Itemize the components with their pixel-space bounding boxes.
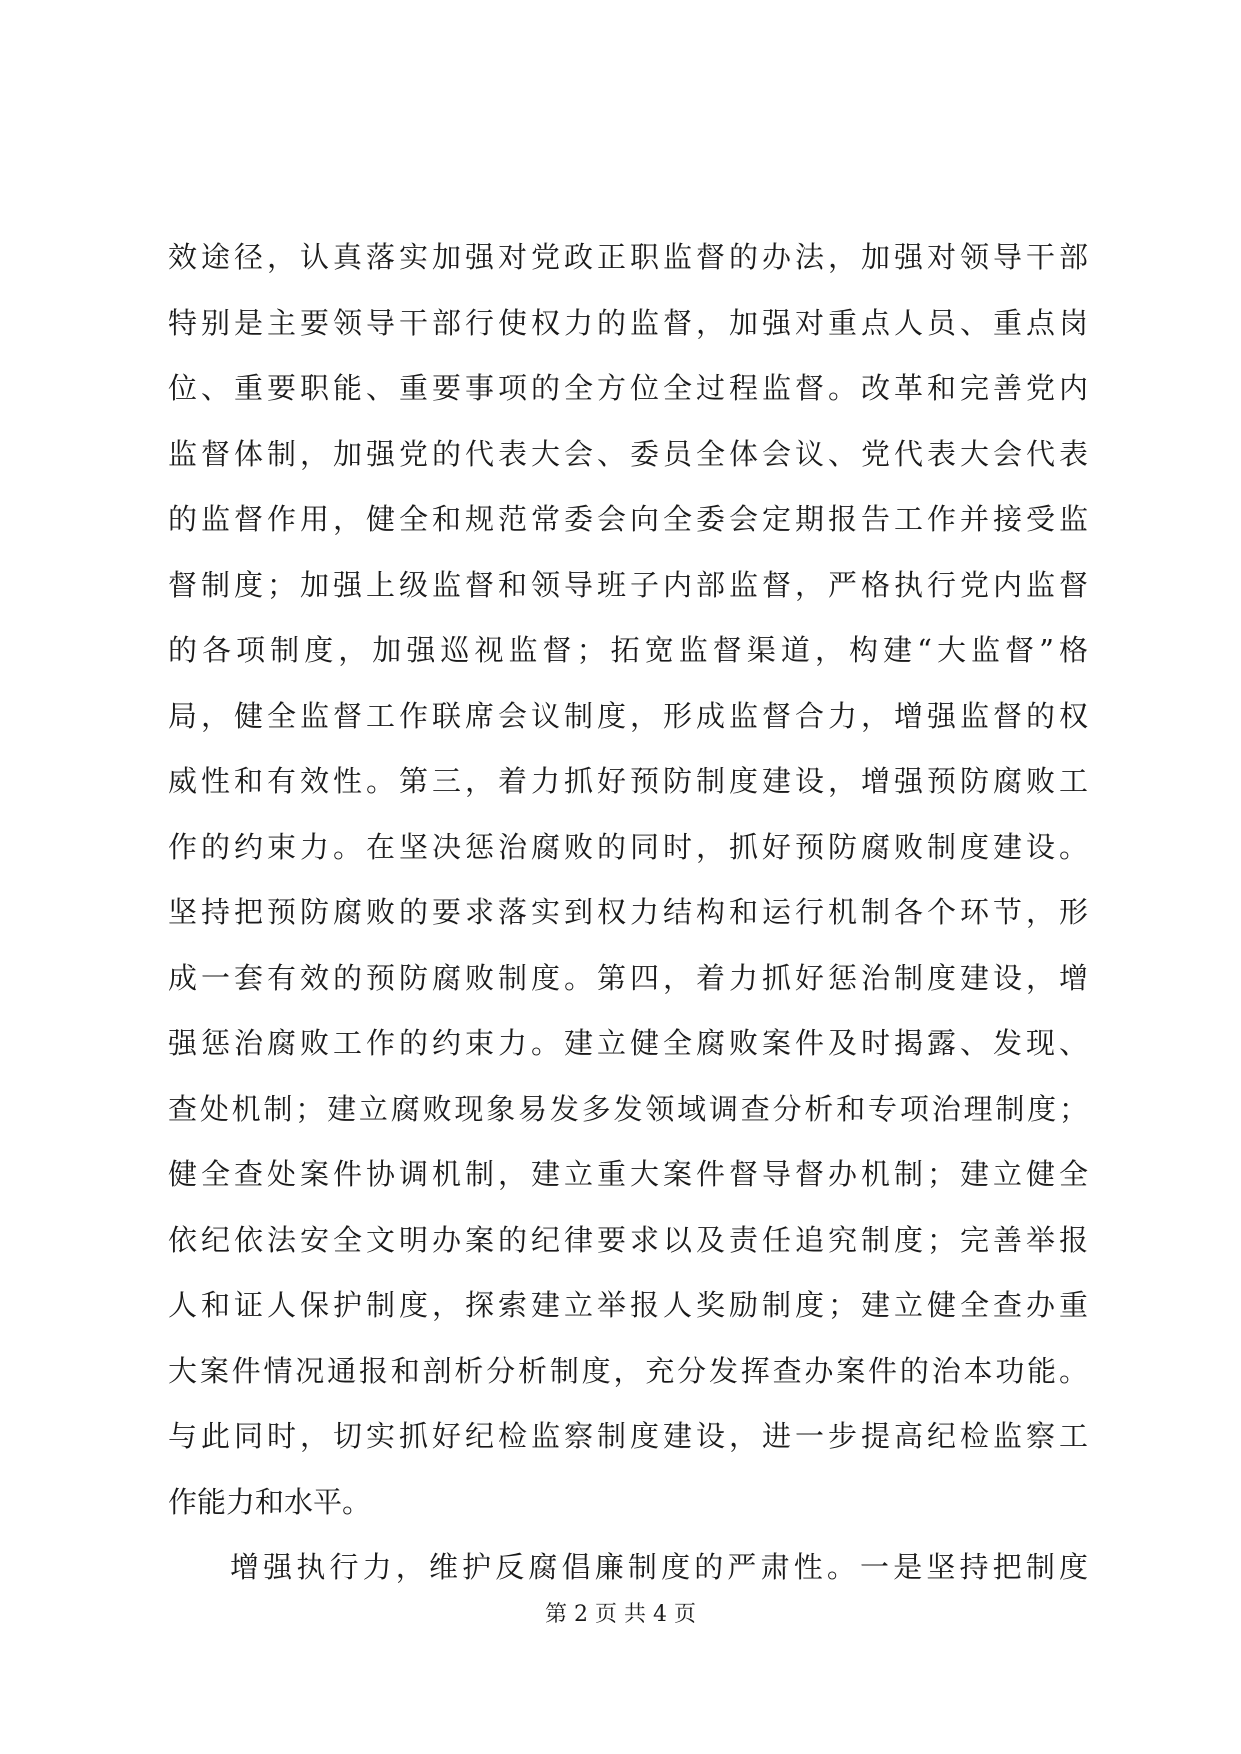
text-line: 大案件情况通报和剖析分析制度，充分发挥查办案件的治本功能。	[168, 1353, 1088, 1388]
page-footer: 第 2 页 共 4 页	[545, 1602, 696, 1627]
text-line: 效途径，认真落实加强对党政正职监督的办法，加强对领导干部	[168, 240, 1088, 274]
text-line: 成一套有效的预防腐败制度。第四，着力抓好惩治制度建设，增	[168, 960, 1088, 995]
text-line: 依纪依法安全文明办案的纪律要求以及责任追究制度；完善举报	[168, 1222, 1088, 1257]
text-line: 查处机制；建立腐败现象易发多发领域调查分析和专项治理制度；	[168, 1091, 1088, 1126]
text-line: 健全查处案件协调机制，建立重大案件督导督办机制；建立健全	[168, 1157, 1088, 1191]
text-line: 作能力和水平。	[168, 1484, 372, 1519]
text-line: 监督体制，加强党的代表大会、委员全体会议、党代表大会代表	[168, 436, 1088, 471]
text-line: 的各项制度，加强巡视监督；拓宽监督渠道，构建“大监督”格	[168, 633, 1088, 667]
text-line: 位、重要职能、重要事项的全方位全过程监督。改革和完善党内	[168, 371, 1088, 405]
text-line: 作的约束力。在坚决惩治腐败的同时，抓好预防腐败制度建设。	[168, 829, 1088, 864]
text-line: 威性和有效性。第三，着力抓好预防制度建设，增强预防腐败工	[168, 764, 1088, 798]
text-line: 的监督作用，健全和规范常委会向全委会定期报告工作并接受监	[168, 502, 1088, 536]
body-text	[168, 225, 1088, 1601]
paragraph-first-line: 增强执行力，维护反腐倡廉制度的严肃性。一是坚持把制度	[230, 1550, 1088, 1584]
text-line: 督制度；加强上级监督和领导班子内部监督，严格执行党内监督	[168, 567, 1088, 602]
text-line: 特别是主要领导干部行使权力的监督，加强对重点人员、重点岗	[168, 305, 1088, 340]
text-line: 局，健全监督工作联席会议制度，形成监督合力，增强监督的权	[168, 698, 1088, 733]
text-line: 强惩治腐败工作的约束力。建立健全腐败案件及时揭露、发现、	[168, 1026, 1088, 1060]
text-line: 与此同时，切实抓好纪检监察制度建设，进一步提高纪检监察工	[168, 1419, 1088, 1453]
text-line: 人和证人保护制度，探索建立举报人奖励制度；建立健全查办重	[168, 1288, 1088, 1322]
text-line: 坚持把预防腐败的要求落实到权力结构和运行机制各个环节，形	[168, 895, 1088, 929]
